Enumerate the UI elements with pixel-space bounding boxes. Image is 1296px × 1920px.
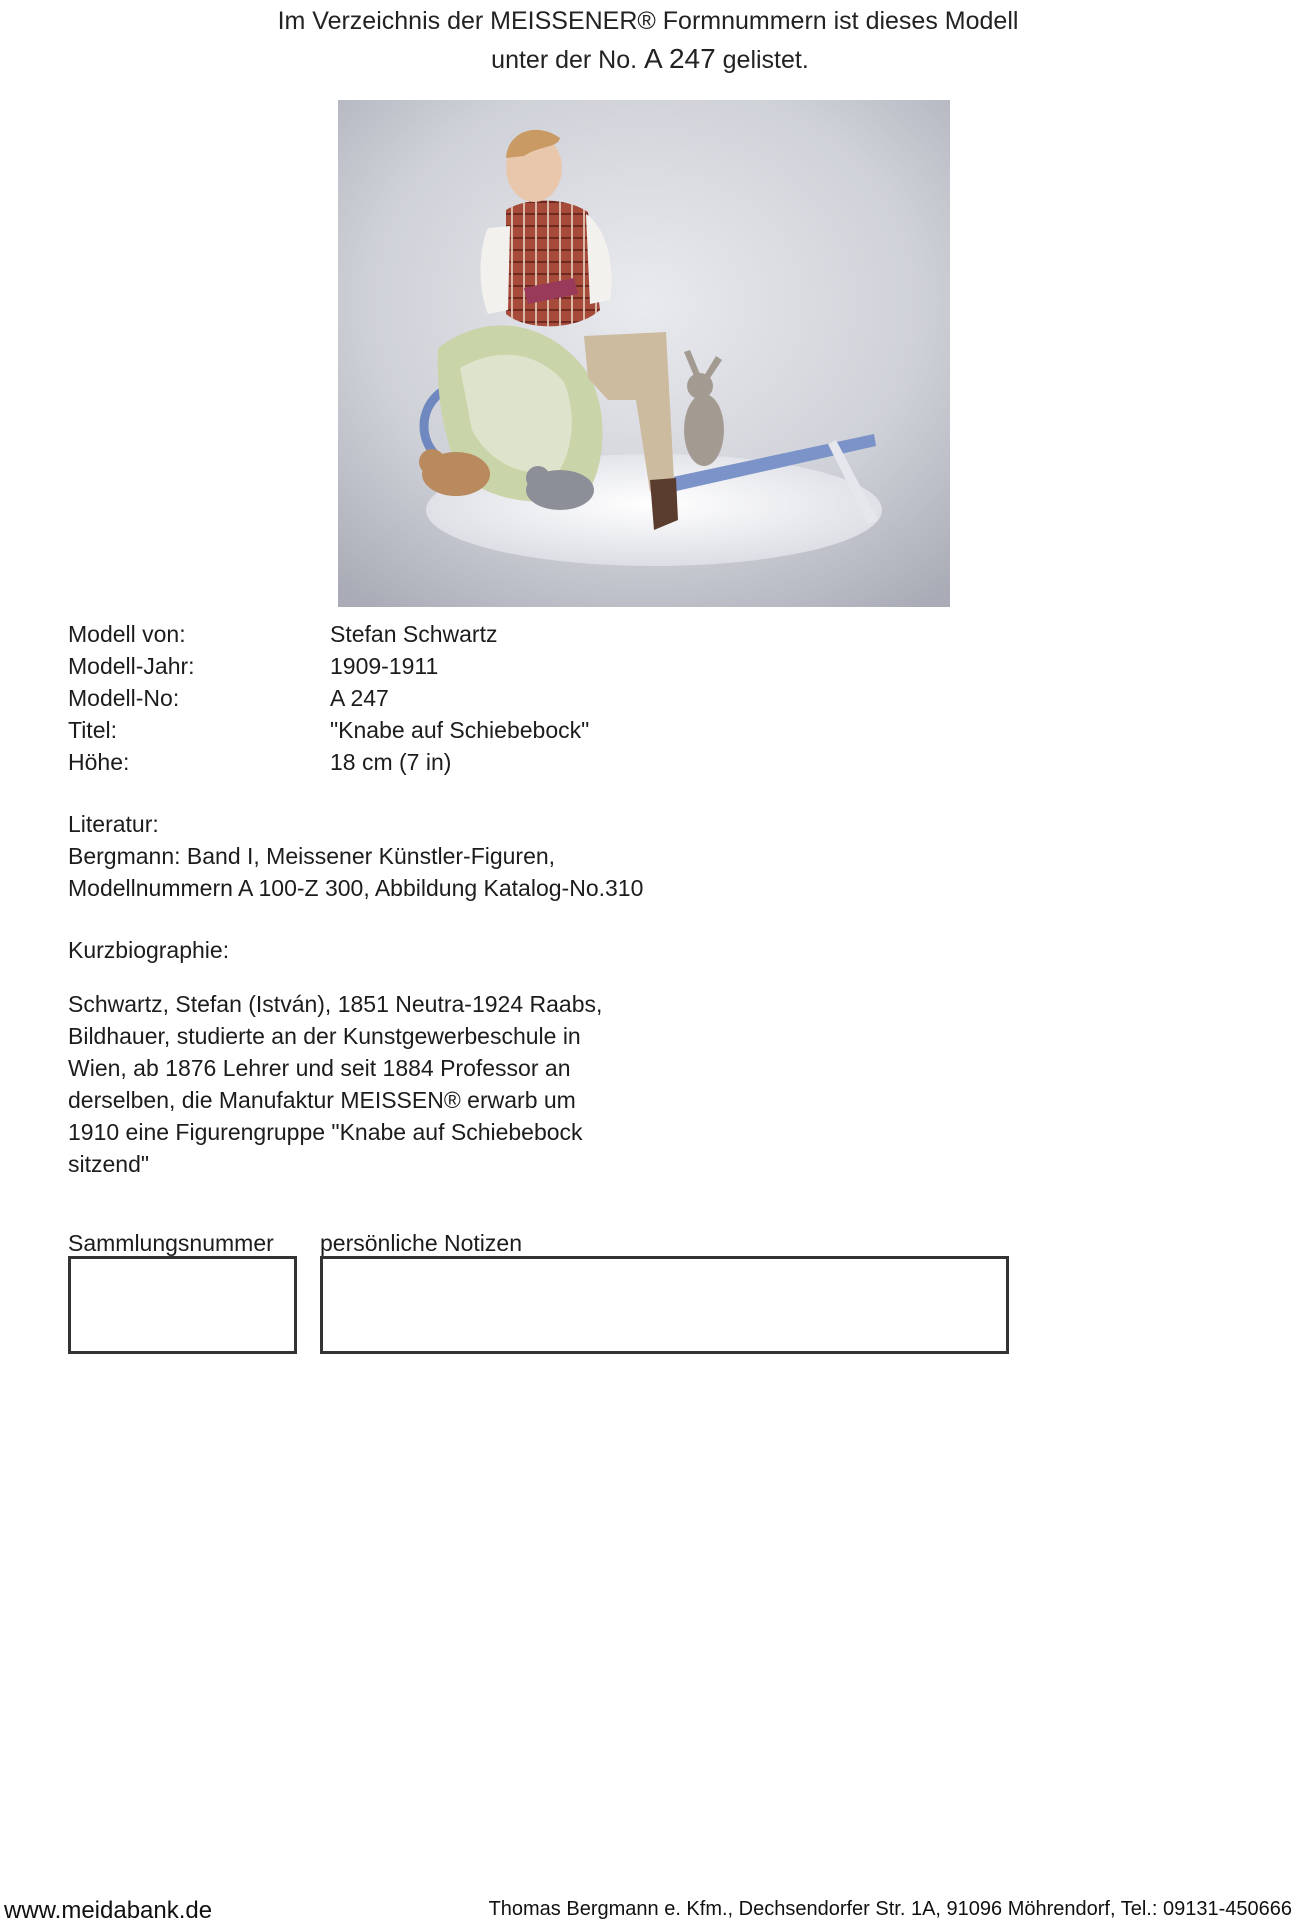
header-suffix: gelistet.: [722, 46, 809, 74]
spec-value: 18 cm (7 in): [330, 749, 452, 775]
spec-label: Modell von:: [68, 621, 186, 647]
biography-heading: Kurzbiographie:: [68, 937, 230, 963]
biography-line: Wien, ab 1876 Lehrer und seit 1884 Professor an: [68, 1055, 571, 1081]
biography-text: [68, 988, 602, 1180]
spec-label: Höhe:: [68, 749, 130, 775]
literature-line-1: Bergmann: Band I, Meissener Künstler-Figuren,: [68, 843, 556, 869]
header-line-2: [0, 40, 1296, 79]
spec-value: "Knabe auf Schiebebock": [330, 717, 590, 743]
personal-notes-field[interactable]: [320, 1256, 1009, 1354]
literature-line-2: Modellnummern A 100-Z 300, Abbildung Katalog-No.310: [68, 875, 644, 901]
literature-heading: Literatur:: [68, 811, 159, 837]
page-header: [0, 2, 1296, 79]
collection-number-label: Sammlungsnummer: [68, 1230, 274, 1256]
spec-label: Modell-No:: [68, 685, 180, 711]
spec-row-modell-jahr: [68, 650, 589, 682]
biography-line: derselben, die Manufaktur MEISSEN® erwarb um: [68, 1087, 576, 1113]
biography-line: 1910 eine Figurengruppe "Knabe auf Schiebebock: [68, 1119, 583, 1145]
spec-table: [68, 618, 589, 778]
spec-row-modell-no: [68, 682, 589, 714]
biography-line: Schwartz, Stefan (István), 1851 Neutra-1924 Raabs,: [68, 991, 603, 1017]
spec-value: A 247: [330, 685, 389, 711]
header-line-1: Im Verzeichnis der MEISSENER® Formnummern ist dieses Modell: [277, 7, 1019, 35]
footer-address: Thomas Bergmann e. Kfm., Dechsendorfer Str. 1A, 91096 Möhrendorf, Tel.: 09131-450666: [488, 1898, 1292, 1920]
spec-row-modell-von: [68, 618, 589, 650]
personal-notes-label: persönliche Notizen: [320, 1230, 523, 1256]
biography-line: Bildhauer, studierte an der Kunstgewerbeschule in: [68, 1023, 581, 1049]
spec-label: Modell-Jahr:: [68, 653, 195, 679]
spec-row-hoehe: [68, 746, 589, 778]
header-prefix: unter der No.: [491, 46, 638, 74]
spec-value: 1909-1911: [330, 653, 439, 679]
spec-label: Titel:: [68, 717, 117, 743]
spec-row-titel: [68, 714, 589, 746]
spec-value: Stefan Schwartz: [330, 621, 498, 647]
porcelain-figure-photo: [338, 100, 950, 607]
header-model-no: A 247: [644, 43, 716, 74]
collection-number-field[interactable]: [68, 1256, 297, 1354]
footer-website[interactable]: www.meidabank.de: [4, 1897, 213, 1920]
literature-section: [68, 808, 643, 904]
biography-line: sitzend": [68, 1151, 150, 1177]
